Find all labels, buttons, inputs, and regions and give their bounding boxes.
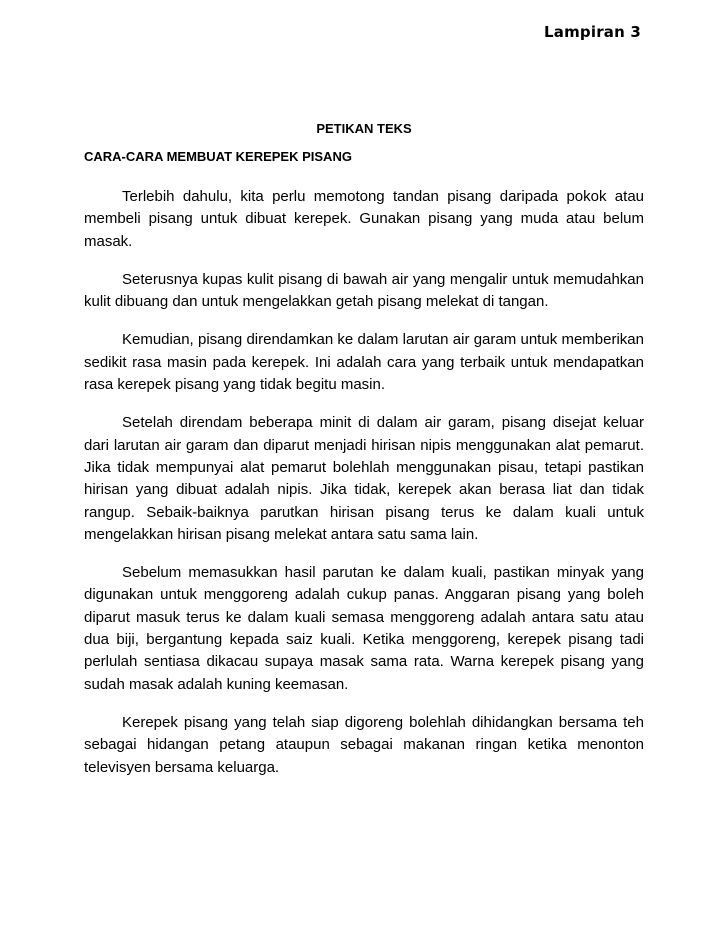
paragraph-4: Setelah direndam beberapa minit di dalam air garam, pisang disejat keluar dari larutan air garam dan diparut menjadi hirisan nipis menggunakan alat pemarut. Jika tidak mempunyai alat pemarut bolehlah menggunakan pisau, tetapi pastikan hirisan yang dibuat adalah nipis. Jika tidak, kerepek akan berasa liat dan tidak rangup. Sebaik-baiknya parutkan hirisan pisang terus ke dalam kuali untuk mengelakkan hirisan pisang melekat antara satu sama lain. [84,414,644,543]
paragraph-3: Kemudian, pisang direndamkan ke dalam larutan air garam untuk memberikan sedikit rasa masin pada kerepek. Ini adalah cara yang terbaik untuk mendapatkan rasa kerepek pisang yang tidak begitu masin. [84,331,644,394]
paragraph-5: Sebelum memasukkan hasil parutan ke dalam kuali, pastikan minyak yang digunakan untuk menggoreng adalah cukup panas. Anggaran pisang yang boleh diparut masuk terus ke dalam kuali semasa menggoreng adalah antara satu atau dua biji, bergantung kepada saiz kuali. Ketika menggoreng, kerepek pisang tadi perlulah sentiasa dikacau supaya masak sama rata. Warna kerepek pisang yang sudah masak adalah kuning keemasan. [84,564,644,693]
document-title: PETIKAN TEKS [316,121,412,136]
appendix-label: Lampiran 3 [544,23,642,41]
body-text [84,186,644,795]
paragraph-6: Kerepek pisang yang telah siap digoreng bolehlah dihidangkan bersama teh sebagai hidangan petang ataupun sebagai makanan ringan ketika menonton televisyen bersama keluarga. [84,713,644,776]
paragraph-1: Terlebih dahulu, kita perlu memotong tandan pisang daripada pokok atau membeli pisang untuk dibuat kerepek. Gunakan pisang yang muda atau belum masak. [84,188,644,250]
section-heading: CARA-CARA MEMBUAT KEREPEK PISANG [84,149,352,164]
paragraph-2: Seterusnya kupas kulit pisang di bawah air yang mengalir untuk memudahkan kulit dibuang dan untuk mengelakkan getah pisang melekat di tangan. [84,270,644,311]
